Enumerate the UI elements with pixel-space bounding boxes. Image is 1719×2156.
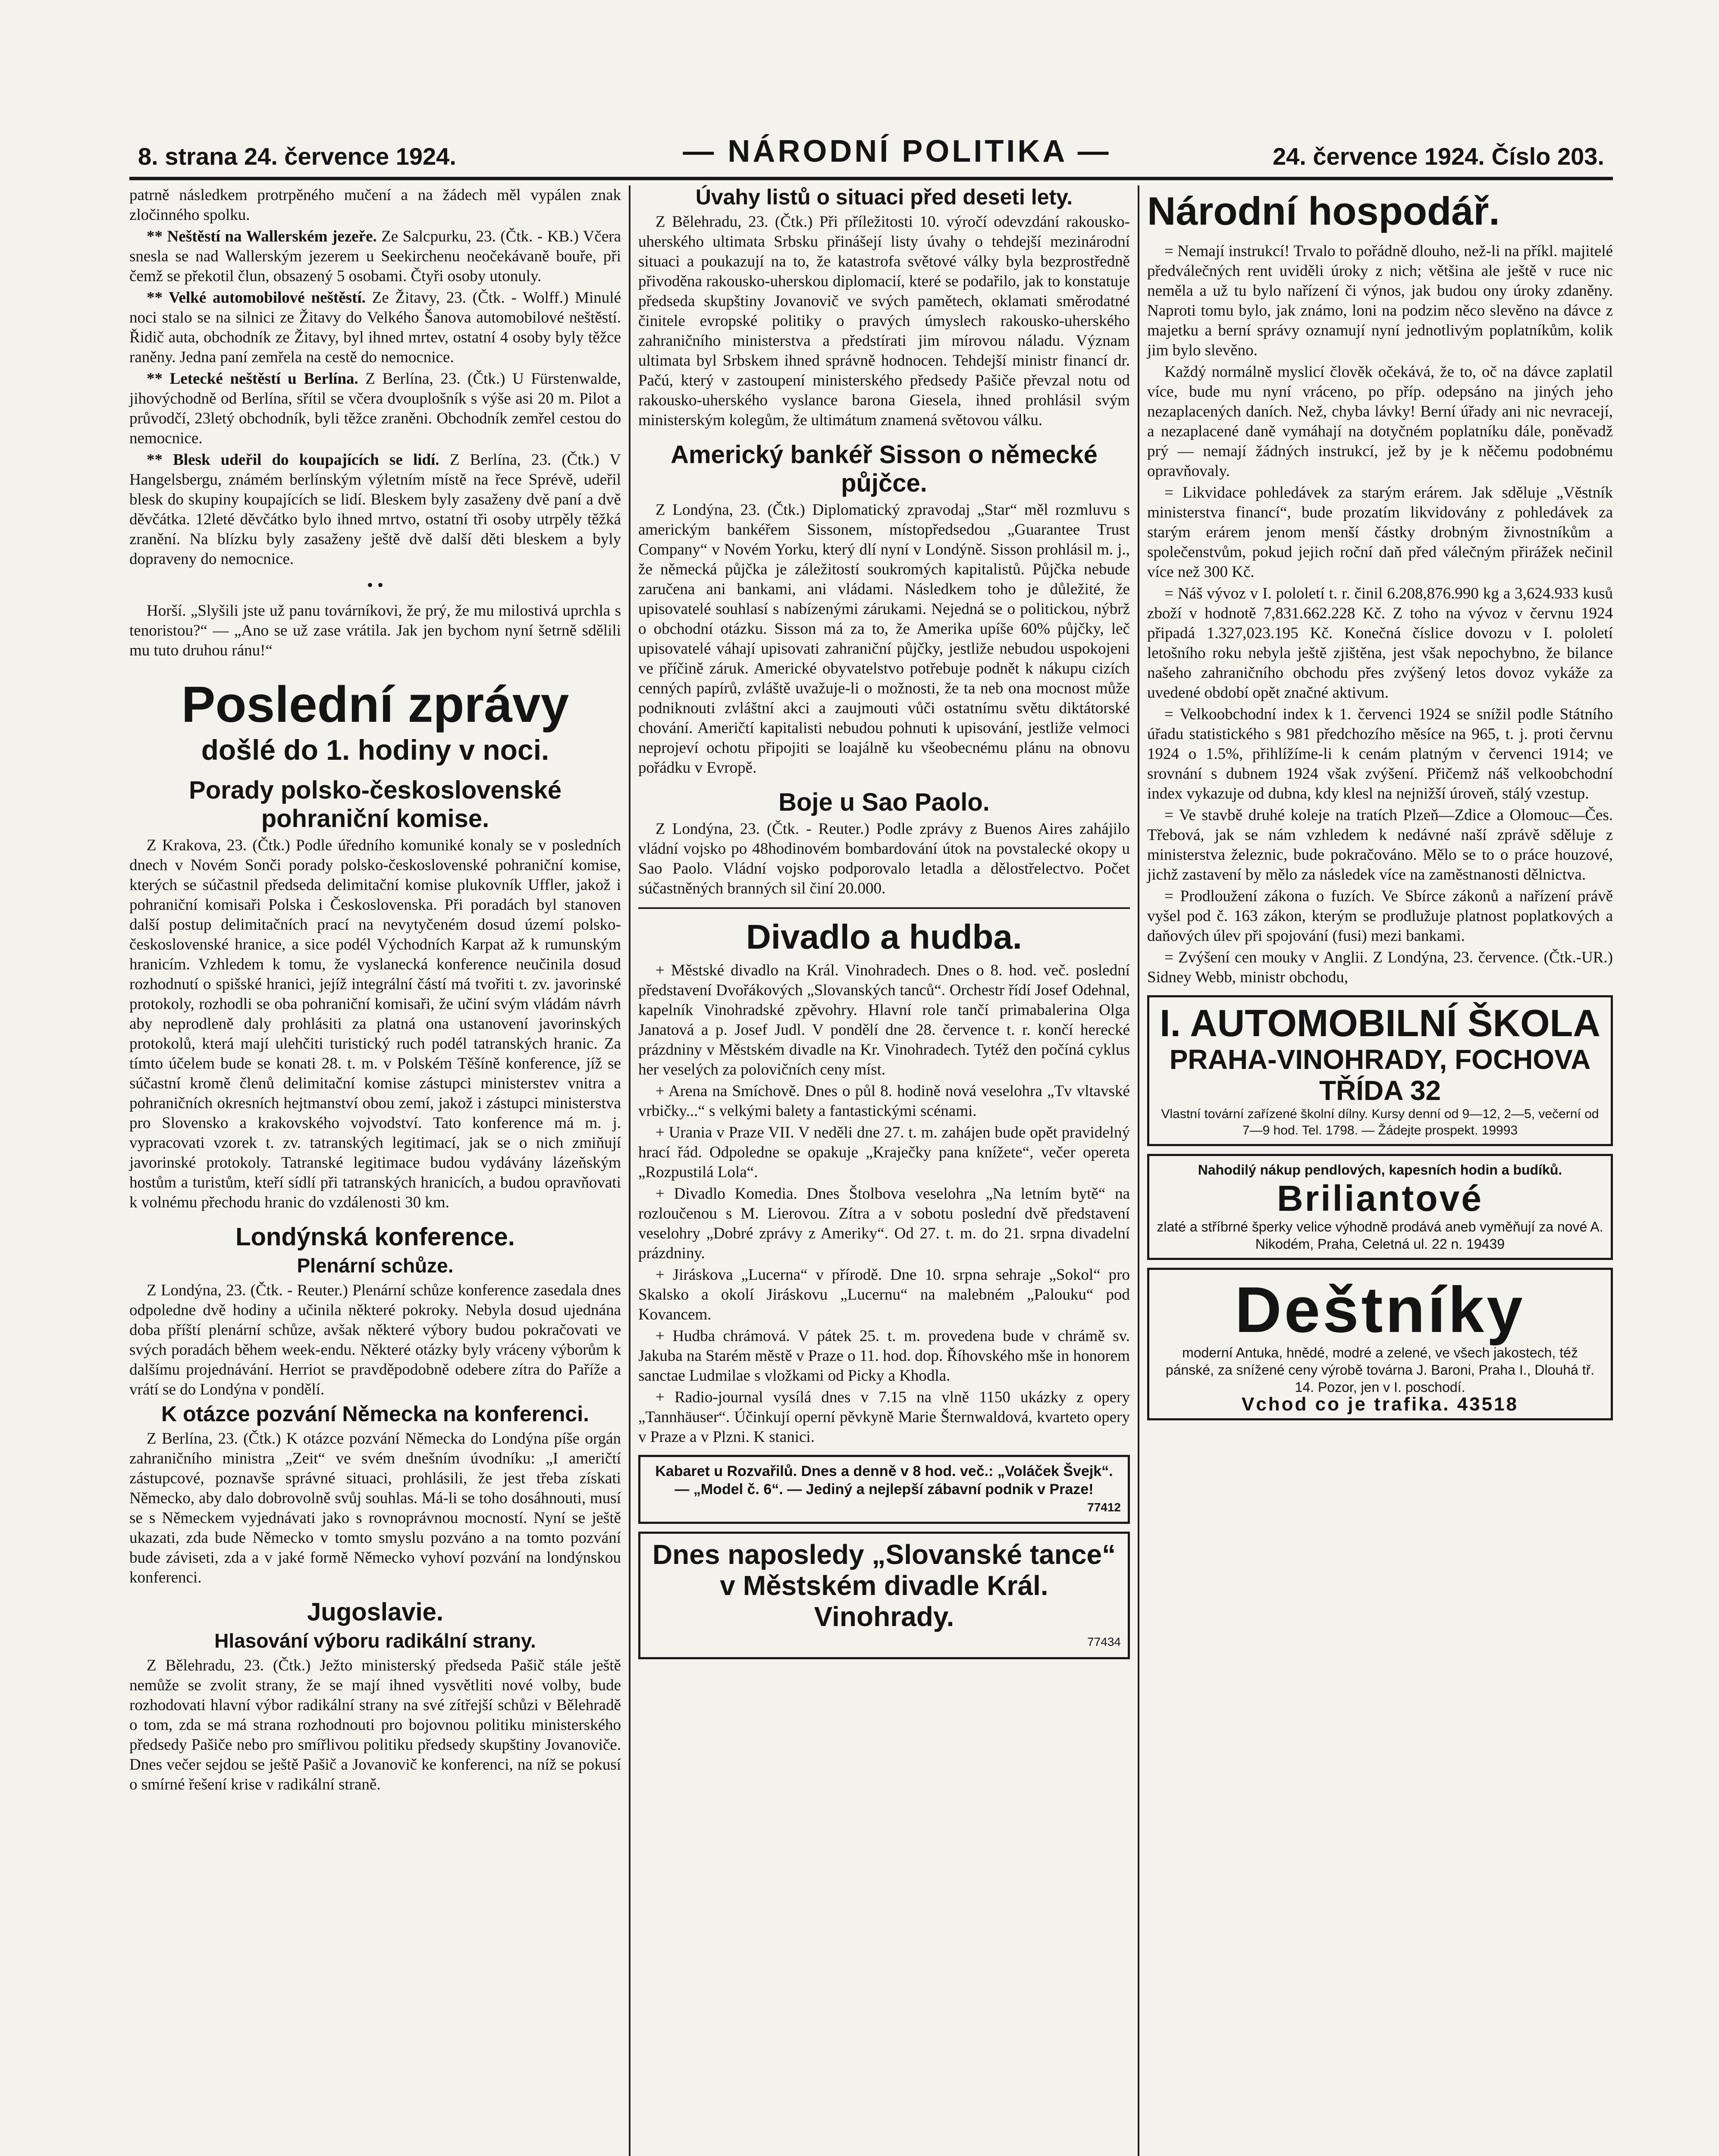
article-body: = Nemají instrukcí! Trvalo to pořádně dlouho, než-li na příkl. majitelé předválečných rent uviděli úroky z nich; většina ale ještě v ruce nic neměla a už tu bylo nařízení či výnos, jak budou ony úroky zdaněny. Naproti tomu bylo, jak známo, loni na podzim něco slevěno na dávce z majetku a berní správy oznamují nyní jednotlivým poplatníkům, kolik jim bylo slevěno.	[1147, 242, 1613, 359]
article-subheadline: Hlasování výboru radikální strany.	[214, 1630, 536, 1652]
ad-headline: I. AUTOMOBILNÍ ŠKOLA	[1160, 1002, 1600, 1044]
umbrella-advertisement	[1147, 1268, 1613, 1420]
article-body: Z Bělehradu, 23. (Čtk.) Při příležitosti 10. výročí odevzdání rakousko-uherského ultimata Srbsku přinášejí listy úvahy o tehdejší mezinárodní situaci a poukazují na to, že katastrofa světové války byla bezprostředně přivoděna rakousko-uherskou diplomacií, které se podařilo, jak to konstatuje předseda skupštiny Jovanovič ve svých pamětech, oklamati směrodatné činitele evropské politiky o pravých úmyslech rakousko-uherského zahraničního ministerstva a předstírati jim mírovou náladu. Význam ultimata byl Srbskem ihned správně hodnocen. Tehdejší ministr financí dr. Pačú, který v zastoupení ministerského předsedy Pašiče převzal notu od rakousko-uherského vyslance barona Giesela, ihned prohlásil svým ministerským kolegům, že ultimátum znamená světovou válku.	[638, 213, 1130, 429]
article-text: patrně následkem protrpěného mučení a na žádech měl vypálen znak zločinného spolku.	[129, 186, 621, 224]
ad-headline: Briliantové	[1277, 1178, 1484, 1219]
article-body: = Náš vývoz v I. pololetí t. r. činil 6.208,876.990 kg a 3,624.933 kusů zboží v hodnotě 7,831.662.228 Kč. Z toho na vývoz v červnu 1924 připadá 1.327,023.195 Kč. Konečná číslice dovozu v I. pololetí letošního roku nebyla ještě zjištěna, jest však nepochybno, že bilance našeho zahraničního obchodu přes zvýšený letos dovoz vykáže za uvedené období opět značné aktivum.	[1147, 585, 1613, 702]
article-headline: Londýnská konference.	[235, 1223, 515, 1251]
ad-text: Vlastní tovární zařízené školní dílny. Kursy denní od 9—12, 2—5, večerní od 7—9 hod. Tel. 1798. — Žádejte prospekt. 19993	[1161, 1107, 1599, 1138]
article-body: Z Londýna, 23. (Čtk. - Reuter.) Plenární schůze konference zasedala dnes odpoledne dvě hodiny a učinila některé pokroky. Nebyla dosud ujednána doba příští plenární schůze, avšak některé výbory budou pokračovati ve svých poradách během week-endu. Některé otázky byly vráceny výborům k dalšímu projednávání. Herriot se pravděpodobně odebere zítra do Paříže a vrátí se do Londýna v pondělí.	[129, 1282, 621, 1398]
article-text	[129, 450, 621, 569]
article-body: Ze Salcpurku, 23. (Čtk. - KB.) Včera snesla se nad Wallerským jezerem u Seekirchenu neočekávaně bouře, při čemž se překotil člun, obsazený 5 osobami. Čtyři osoby utonuly.	[129, 228, 621, 285]
article-title: ** Velké automobilové neštěstí.	[147, 289, 366, 307]
header-rule	[129, 177, 1613, 180]
article-body: Z Berlína, 23. (Čtk.) K otázce pozvání Německa do Londýna píše orgán zahraničního ministra „Zeit“ ve svém dnešním úvodníku: „I američtí zástupcové, poznavše správné situaci, prohlásili, že jest třeba získati Německo, aby dalo dobrovolně svůj souhlas. Má-li se toho dosáhnouti, musí se s Německem vyjednávati jako s rovnoprávnou mocností. Nyní se ještě ukazati, zda bude Německo v tomto smyslu pozváno a na tomto pozvání bude záviseti, zda a v jaké formě Německo vyhoví pozvání na londýnskou konferenci.	[129, 1430, 621, 1586]
cabaret-advertisement	[638, 1455, 1130, 1524]
article-headline: Boje u Sao Paolo.	[778, 788, 990, 816]
ad-text: Kabaret u Rozvařilů. Dnes a denně v 8 hod. več.: „Voláček Švejk“. — „Model č. 6“. — Jediný a nejlepší zábavní podnik v Praze!	[655, 1463, 1113, 1498]
article-text	[129, 288, 621, 367]
theatre-section-heading: Divadlo a hudba.	[746, 918, 1023, 956]
ad-text: moderní Antuka, hnědé, modré a zelené, ve všech jakostech, též pánské, za snížené ceny výrobě továrna J. Baroni, Praha I., Dlouhá tř. 14. Pozor, jen v I. poschodí.	[1165, 1345, 1595, 1395]
latest-news-subheading: došlé do 1. hodiny v noci.	[201, 734, 549, 766]
header-date-right: 24. července 1924. Číslo 203.	[1273, 143, 1604, 170]
article-headline: Americký bankéř Sisson o německé půjčce.	[671, 441, 1098, 497]
article-body: = Velkoobchodní index k 1. červenci 1924 se snížil podle Státního úřadu statistického s 981 předchozího měsíce na 965, t. j. proti červnu 1924 o 1.5%, přihlížíme-li k cenám platným v červenci 1914; ve srovnání s dubnem 1924 však zvýšení. Přičemž náš velkoobchodní index vykazuje od dubna, kdy klesl na nejnižší úroveň, stálý vzestup.	[1147, 705, 1613, 802]
article-body: Z Londýna, 23. (Čtk. - Reuter.) Podle zprávy z Buenos Aires zahájilo vládní vojsko po 48hodinovém bombardování útok na povstalecké okopy u Sao Paolo. Vládní vojsko podporovalo letadla a dělostřelectvo. Počet súčastněných branných sil činí 20.000.	[638, 820, 1130, 897]
ad-address: PRAHA-VINOHRADY, FOCHOVA TŘÍDA 32	[1169, 1044, 1591, 1106]
article-body: = Prodloužení zákona o fuzích. Ve Sbírce zákonů a nařízení právě vyšel pod č. 163 zákon, kterým se prodlužuje platnost poplatkových a daňových úlev při spojování (fusi) mezi bankami.	[1147, 887, 1613, 945]
theatre-item: + Jiráskova „Lucerna“ v přírodě. Dne 10. srpna sehraje „Sokol“ pro Skalsko a okolí Jiráskovu „Lucernu“ na malebném „Palouku“ pod Kovancem.	[638, 1266, 1130, 1323]
article-body: Ze Žitavy, 23. (Čtk. - Wolff.) Minulé noci stalo se na silnici ze Žitavy do Velkého Šanova automobilové neštěstí. Řidič auta, obchodník ze Žitavy, byl ihned mrtev, ostatní 4 osoby byly těžce raněny. Jedna paní zemřela na cestě do nemocnice.	[129, 289, 621, 366]
divider-line	[638, 907, 1130, 909]
article-subheadline: Plenární schůze.	[297, 1254, 454, 1277]
article-title: ** Letecké neštěstí u Berlína.	[147, 370, 358, 388]
column-3	[1147, 185, 1613, 1428]
column-1	[129, 185, 621, 1796]
slavonic-dances-advertisement	[638, 1532, 1130, 1659]
theatre-item: + Městské divadlo na Král. Vinohradech. Dnes o 8. hod. več. poslední představení Dvořákových „Slovanských tanců“. Orchestr řídí Josef Odehnal, kapelník Vinohradské zpěvohry. Hlavní role tančí primabalerina Olga Janatová a p. Josef Judl. V pondělí dne 28. července t. r. končí herecké prázdniny v Městském divadle na Kr. Vinohradech. Tytéž den počíná cyklus her veselých za polovičních ceny míst.	[638, 962, 1130, 1078]
article-text	[129, 369, 621, 448]
driving-school-advertisement	[1147, 995, 1613, 1146]
article-body: Z Londýna, 23. (Čtk.) Diplomatický zpravodaj „Star“ měl rozmluvu s americkým bankéřem Sissonem, místopředsedou „Guarantee Trust Company“ v Novém Yorku, který dlí nyní v Londýně. Sisson prohlásil m. j., že německá půjčka je záležitostí soukromých kapitalistů. Půjčka nebude zaručena ani bankami, ani vládami. Následkem toho je důležité, že upisovatelé souhlasí s nabízenými zárukami. Nejedná se o politickou, nýbrž o obchodní otázku. Sisson má za to, že Amerika upíše 60% půjčky, leč upisovatelé váhají upisovati zahraniční půjčky, jestliže nebudou uspokojeni ve příčině záruk. Americké obyvatelstvo potřebuje podnět k nákupu cizích cenných papírů, zvláště uvažuje-li o možnosti, že ta neb ona mocnost může podniknouti zvláštní akci a zaujmouti vůči ostatnímu světu diktátorské chování. Američtí kapitalisti nebudou pohnuti k upisování, jestliže velmoci neprojeví ochotu připojiti se loajálně ku všeobecnému plánu na obnovu pořádku v Evropě.	[638, 501, 1130, 777]
article-body: = Zvýšení cen mouky v Anglii. Z Londýna, 23. července. (Čtk.-UR.) Sidney Webb, ministr obchodu,	[1147, 949, 1613, 986]
article-body: Z Berlína, 23. (Čtk.) V Hangelsbergu, známém berlínským výletním místě na řece Sprévě, udeřil blesk do skupiny koupajících se lidí. Bleskem byly zasaženy dvě paní a dvě děvčátka. 12leté děvčátko bylo ihned mrtvo, ostatní tři osoby utrpěly těžká zranění. Na blízku byly zasaženy ještě dvě další děti bleskem a byly dopraveny do nemocnice.	[129, 451, 621, 568]
article-body: Z Krakova, 23. (Čtk.) Podle úředního komuniké konaly se v posledních dnech v Novém Sonči porady polsko-československé pohraniční komise, kterých se súčastnil předseda delimitační komise plukovník Uffler, jakož i pohraniční komisaři Polska i Československa. Při poradách byl stanoven další postup delimitačních prací na nevytyčeném dosud území polsko-československé hranice, a sice podél Východních Karpat až k rumunským hranicím. Vzhledem k tomu, že vyslanecká konference neučinila dosud rozhodnutí o spišské hranici, jejíž integrální částí má tvořiti t. zv. javorinské protokoly, rozhodli se oba pohraniční komisaři, že učiní svým vládám návrh aby neprodleně daly prohlásiti za platná ona ustanovení javorinských protokolů, která mají ulehčiti turistický ruch podél tatranských hranic. Za tímto účelem bude se konati 28. t. m. v Polském Těšíně konference, jíž se súčastní kromě členů delimitační komise zástupci ministerstev vnitra a pohraničních okresních hejtmanství obou zemí, jakož i zástupci ministerstva pro Slovensko a krakovského vojvodství. Tato konference má m. j. vypracovati vzorek t. zv. tatranských legitimací, jak se o nich zmiňují javorinské protokoly. Tatranské legitimace budou vydávány lázeňským hostům a turistům, kteří sídlí při tatranských hranicích, a budou opravňovati k volnému přechodu hranic do vzdálenosti 30 km.	[129, 837, 621, 1211]
separator-dots: • •	[367, 575, 383, 595]
theatre-item: + Radio-journal vysílá dnes v 7.15 na vlně 1150 ukázky z opery „Tannhäuser“. Účinkují operní pěvkyně Marie Šternwaldová, kvarteto opery v Praze a v Plzni. K stanici.	[638, 1388, 1130, 1446]
theatre-item: + Urania v Praze VII. V neděli dne 27. t. m. zahájen bude opět pravidelný hrací řád. Odpoledne se opakuje „Kraječky pana knížete“, večer opereta „Rozpustilá Lola“.	[638, 1124, 1130, 1181]
article-body: Z Berlína, 23. (Čtk.) U Fürstenwalde, jihovýchodně od Berlína, sřítil se včera dvouplošník s výše asi 20 m. Pilot a průvodčí, 23letý obchodník, byli těžce zraněni. Obchodník zemřel cestou do nemocnice.	[129, 370, 621, 447]
article-body: = Ve stavbě druhé koleje na tratích Plzeň—Zdice a Olomouc—Čes. Třebová, jak se nám vzhledem k nedávné naší zprávě sděluje z ministerstva železnic, bude pokračováno. Mělo se to o práce houzové, jichž zastavení by mělo za následek více na zaměstnanosti dělnictva.	[1147, 806, 1613, 884]
article-headline: Porady polsko-československé pohraniční komise.	[189, 776, 561, 833]
article-body: Z Bělehradu, 23. (Čtk.) Ježto ministerský předseda Pašič stále ještě nemůže se zvolit strany, že se mají ihned vysvětliti nové volby, bude rozhodovati hlavní výbor radikální strany na své zítřejší schůzi v Bělehradě o tom, zda se má strana rozhodnouti pro bojovnou politiku ministerského předsedy Pašiče nebo pro smířlivou politiku předsedy skupštiny Jovanoviče. Dnes večer sejdou se ještě Pašič a Jovanovič ke konferenci, na níž se pokusí o smírné řešení krise v radikální straně.	[129, 1657, 621, 1793]
article-headline: Úvahy listů o situaci před deseti lety.	[695, 185, 1073, 209]
theatre-item: + Hudba chrámová. V pátek 25. t. m. provedena bude v chrámě sv. Jakuba na Starém městě v Praze o 11. hod. dop. Říhovského mše in honorem sanctae Ludmilae s vložkami od Picky a Khodla.	[638, 1327, 1130, 1385]
ad-footer: Vchod co je trafika. 43518	[1241, 1394, 1519, 1415]
masthead: — NÁRODNÍ POLITIKA —	[683, 134, 1111, 169]
page-header	[129, 125, 1613, 177]
column-divider-1	[629, 185, 631, 2156]
jewellery-advertisement	[1147, 1154, 1613, 1260]
article-title: ** Neštěstí na Wallerském jezeře.	[147, 228, 377, 245]
latest-news-heading: Poslední zprávy	[181, 676, 569, 733]
article-headline: K otázce pozvání Německa na konferenci.	[161, 1402, 590, 1426]
ad-headline: Dnes naposledy „Slovanské tance“ v Městském divadle Král. Vinohrady.	[652, 1539, 1116, 1632]
article-body: = Likvidace pohledávek za starým erárem. Jak sděluje „Věstník ministerstva financí“, bude prozatím likvidovány z pohledávek za starým erárem jenom menší částky drobným živnostníkům a společenstvům, pokud jejich roční daň před válečným přirážek nečinil více než 300 Kč.	[1147, 484, 1613, 581]
joke-text: Horší. „Slyšili jste už panu továrníkovi, že prý, že mu milostivá uprchla s tenoristou?“ — „Ano se už zase vrátila. Jak jen bychom nyní šetrně sdělili mu tuto druhou ránu!“	[129, 602, 621, 659]
theatre-item: + Arena na Smíchově. Dnes o půl 8. hodině nová veselohra „Tv vltavské vrbičky...“ s velkými balety a fantastickými scénami.	[638, 1082, 1130, 1120]
economy-section-heading: Národní hospodář.	[1147, 189, 1500, 233]
ad-text: Nahodilý nákup pendlových, kapesních hodin a budíků.	[1198, 1162, 1562, 1178]
header-date-left: 8. strana 24. července 1924.	[138, 143, 456, 170]
article-body: Každý normálně myslicí člověk očekává, že to, oč na dávce zaplatil více, bude mu nyní vráceno, po příp. odepsáno na jiných jeho nezaplacených daních. Než, chyba lávky! Berní úřady ani nic nevracejí, a nezaplacené daně vymáhají na dotyčném poplatníku dále, poněvadž prý — nemají žádných instrukcí, jež by je k něčemu podobnému opravňovaly.	[1147, 363, 1613, 480]
column-divider-2	[1138, 185, 1139, 2156]
column-2	[638, 185, 1130, 1667]
article-title: ** Blesk udeřil do koupajících se lidí.	[147, 451, 439, 469]
ad-headline: Deštníky	[1235, 1273, 1525, 1346]
ad-text: zlaté a stříbrné šperky velice výhodně prodává aneb vyměňují za nové A. Nikodém, Praha, Celetná ul. 22 n. 19439	[1157, 1219, 1603, 1252]
article-headline: Jugoslavie.	[307, 1598, 443, 1626]
theatre-item: + Divadlo Komedia. Dnes Štolbova veselohra „Na letním bytě“ na rozloučenou s M. Lierovou. Zítra a v sobotu poslední dvě představení veselohry „Dobré zprávy z Ameriky“. Od 27. t. m. do 21. srpna divadelní prázdniny.	[638, 1185, 1130, 1262]
ad-number: 77434	[1087, 1635, 1121, 1648]
article-text	[129, 227, 621, 286]
ad-number: 77412	[1087, 1501, 1121, 1514]
